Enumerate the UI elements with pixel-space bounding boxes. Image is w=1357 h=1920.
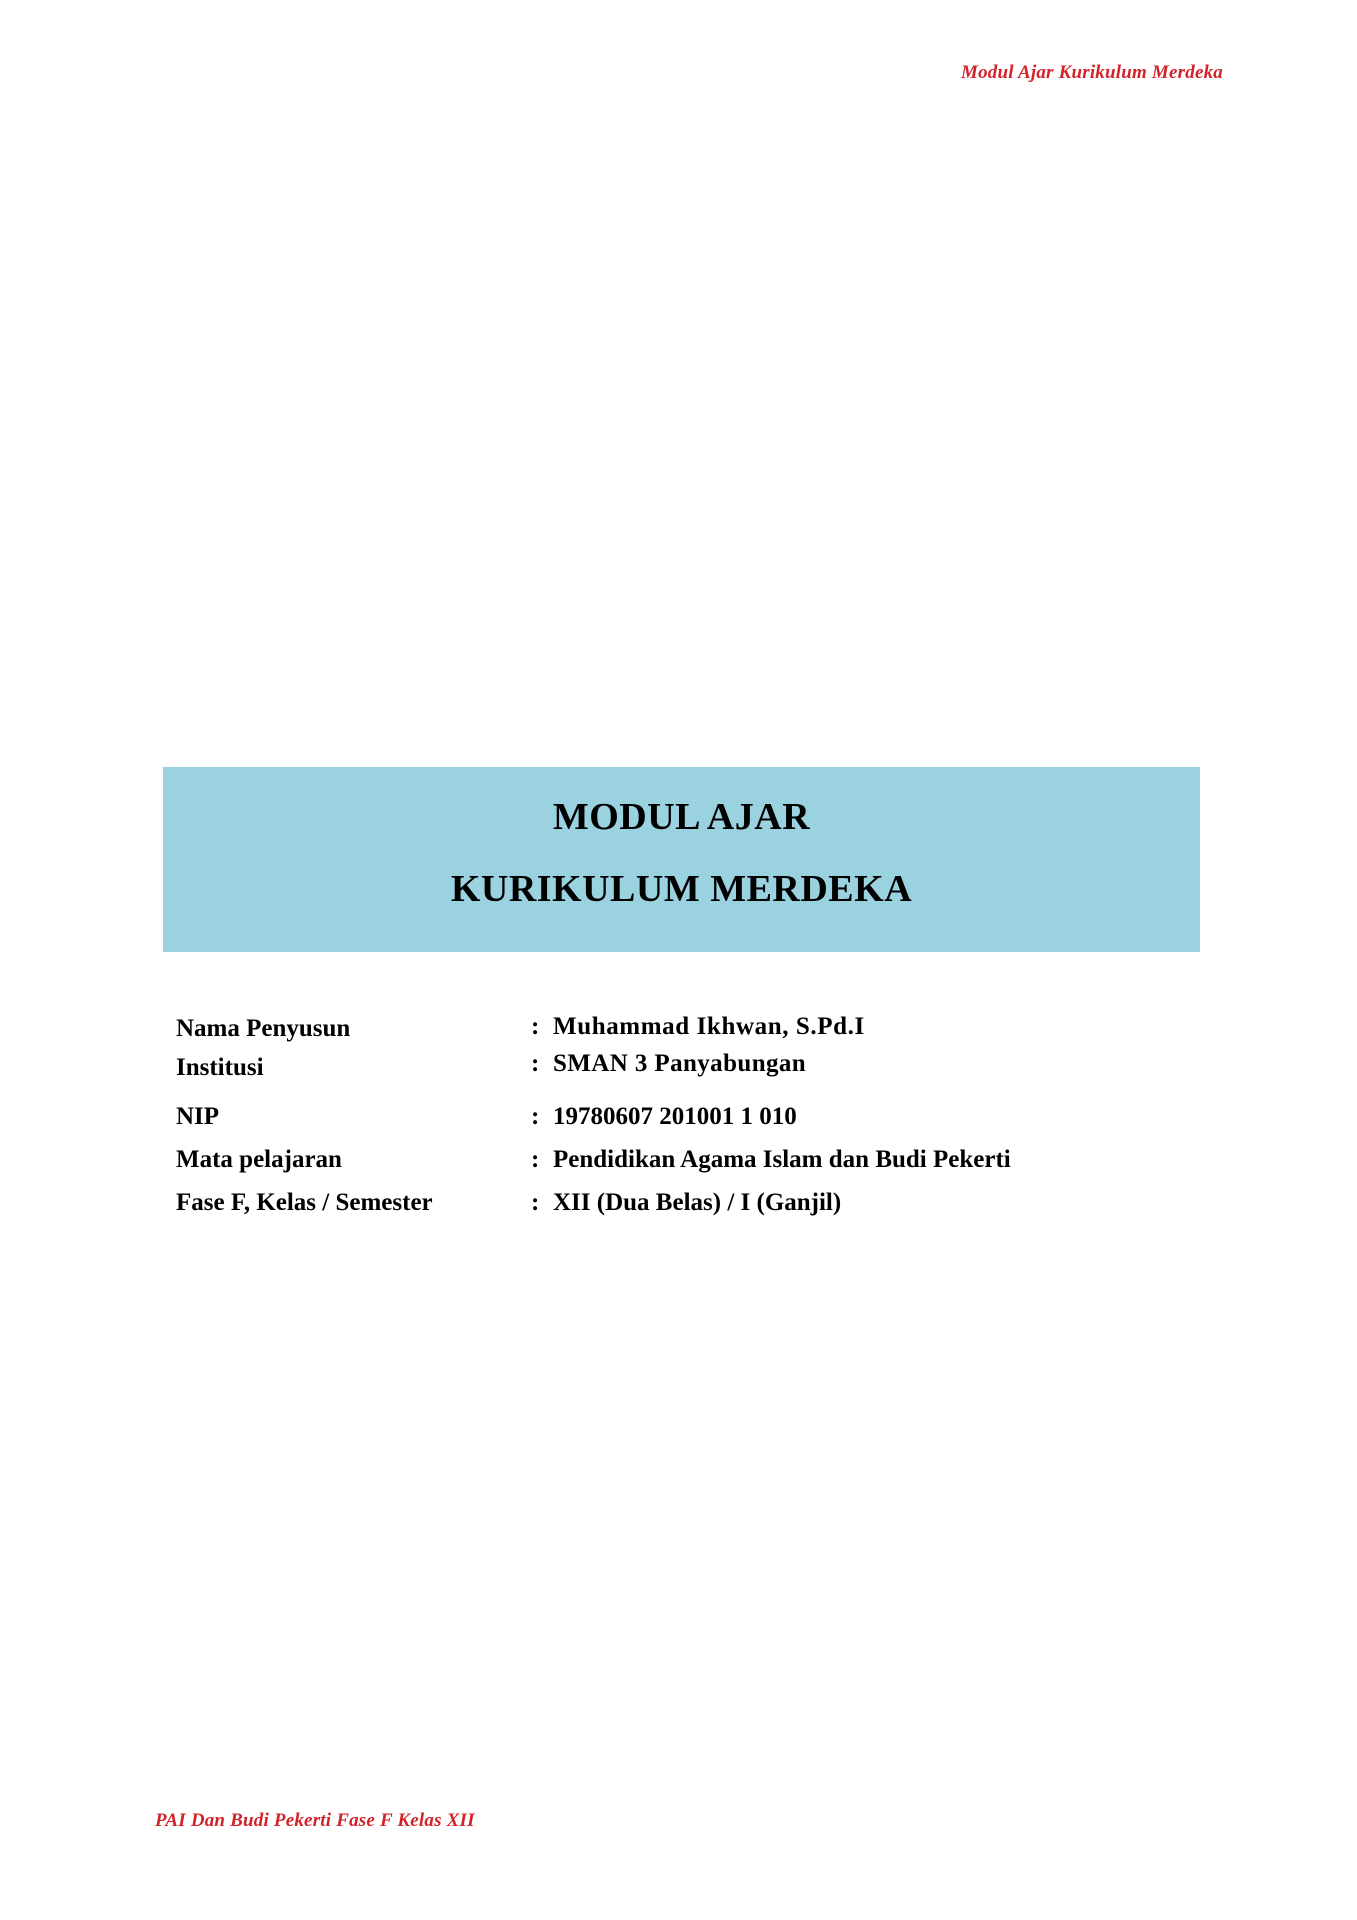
metadata-row — [176, 1010, 1226, 1048]
metadata-separator: : — [531, 1050, 540, 1077]
metadata-value: SMAN 3 Panyabungan — [553, 1050, 807, 1077]
metadata-row — [176, 1186, 1226, 1220]
title-line-primary: MODUL AJAR — [552, 796, 811, 838]
metadata-value: 19780607 201001 1 010 — [553, 1103, 797, 1130]
metadata-row — [176, 1100, 1226, 1134]
metadata-label: Institusi — [176, 1054, 264, 1081]
title-banner — [163, 767, 1200, 952]
title-line-secondary: KURIKULUM MERDEKA — [450, 868, 913, 910]
metadata-label: Nama Penyusun — [176, 1015, 351, 1042]
metadata-label: Mata pelajaran — [176, 1146, 342, 1173]
header-title: Modul Ajar Kurikulum Merdeka — [961, 62, 1223, 83]
metadata-separator: : — [531, 1013, 540, 1040]
metadata-label: NIP — [176, 1103, 220, 1130]
metadata-separator: : — [531, 1103, 540, 1130]
metadata-label: Fase F, Kelas / Semester — [176, 1189, 433, 1216]
metadata-separator: : — [531, 1146, 540, 1173]
metadata-value: XII (Dua Belas) / I (Ganjil) — [553, 1189, 842, 1216]
metadata-separator: : — [531, 1189, 540, 1216]
document-footer — [155, 1810, 475, 1832]
document-header — [961, 62, 1223, 84]
metadata-table — [176, 1010, 1226, 1229]
metadata-row — [176, 1050, 1226, 1086]
metadata-row — [176, 1143, 1226, 1177]
footer-title: PAI Dan Budi Pekerti Fase F Kelas XII — [155, 1810, 475, 1831]
metadata-value: Pendidikan Agama Islam dan Budi Pekerti — [553, 1146, 1011, 1173]
metadata-value: Muhammad Ikhwan, S.Pd.I — [553, 1013, 865, 1040]
